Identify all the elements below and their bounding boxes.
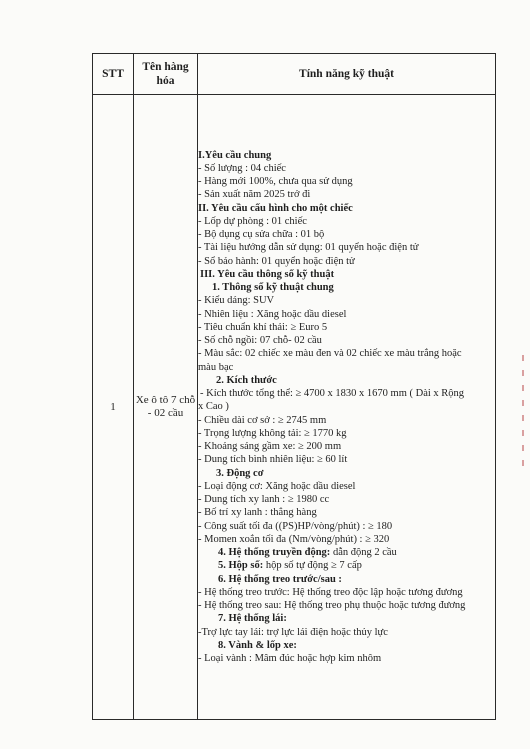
- spec-line: - Sản xuất năm 2025 trở đi: [198, 189, 311, 201]
- spec-table: [92, 53, 496, 720]
- spec-line: - Công suất tối đa ((PS)HP/vòng/phút) : ≥ 180: [198, 520, 393, 532]
- header-stt: STT: [93, 54, 134, 95]
- margin-marks: [522, 355, 526, 475]
- spec-line: - Hệ thống treo trước: Hệ thống treo độc lập hoặc tương đương: [198, 586, 463, 598]
- spec-line: - Số chỗ ngồi: 07 chỗ- 02 cầu: [198, 335, 322, 347]
- spec-line: - Dung tích bình nhiên liệu: ≥ 60 lít: [198, 454, 348, 466]
- spec-line: - Loại vành : Mâm đúc hoặc hợp kim nhôm: [198, 653, 382, 665]
- row-name: Xe ô tô 7 chỗ - 02 cầu: [134, 95, 198, 720]
- spec-line: - Dung tích xy lanh : ≥ 1980 cc: [198, 494, 330, 506]
- spec-line: 6. Hệ thống treo trước/sau :: [218, 573, 342, 585]
- spec-line: 8. Vành & lốp xe:: [218, 639, 297, 651]
- spec-line: - Trọng lượng không tải: ≥ 1770 kg: [198, 427, 347, 439]
- spec-line: - Màu sắc: 02 chiếc xe màu đen và 02 chiếc xe màu trắng hoặc: [198, 348, 462, 360]
- header-row: [93, 54, 496, 95]
- spec-line: - Kích thước tổng thể: ≥ 4700 x 1830 x 1670 mm ( Dài x Rộng: [200, 388, 465, 400]
- spec-line: - Tiêu chuẩn khí thải: ≥ Euro 5: [198, 321, 328, 333]
- spec-line-value: dẫn động 2 cầu: [330, 547, 397, 559]
- spec-line: - Khoảng sáng gầm xe: ≥ 200 mm: [198, 441, 342, 453]
- spec-line: - Số lượng : 04 chiếc: [198, 162, 286, 174]
- table-row: [93, 95, 496, 720]
- spec-line-heading: 5. Hộp số:: [218, 560, 264, 572]
- row-specs: [198, 95, 496, 720]
- spec-line: 1. Thông số kỹ thuật chung: [212, 282, 334, 294]
- spec-line: 7. Hệ thống lái:: [218, 613, 287, 625]
- spec-line: x Cao ): [198, 401, 229, 413]
- spec-line: màu bạc: [198, 361, 234, 373]
- spec-line: - Tài liệu hướng dẫn sử dụng: 01 quyển hoặc điện tử: [198, 242, 419, 254]
- spec-line: - Loại động cơ: Xăng hoặc dầu diesel: [198, 480, 356, 492]
- spec-line: - Lốp dự phòng : 01 chiếc: [198, 215, 307, 227]
- spec-line-heading: 4. Hệ thống truyền động:: [218, 547, 331, 559]
- spec-lines: [198, 149, 495, 666]
- spec-line: - Momen xoắn tối đa (Nm/vòng/phút) : ≥ 320: [198, 533, 390, 545]
- spec-line: - Bộ dụng cụ sửa chữa : 01 bộ: [198, 229, 325, 241]
- header-spec: Tính năng kỹ thuật: [198, 54, 496, 95]
- spec-line: - Kiểu dáng: SUV: [198, 295, 275, 307]
- spec-line: - Bố trí xy lanh : thẳng hàng: [198, 507, 317, 519]
- spec-line: II. Yêu cầu cấu hình cho một chiếc: [198, 202, 353, 214]
- spec-line: - Sổ bảo hành: 01 quyển hoặc điện tử: [198, 255, 355, 267]
- spec-line: -Trợ lực tay lái: trợ lực lái điện hoặc thủy lực: [198, 626, 388, 638]
- spec-line: III. Yêu cầu thông số kỹ thuật: [200, 268, 335, 280]
- header-name: Tên hàng hóa: [134, 54, 198, 95]
- spec-line: - Hàng mới 100%, chưa qua sử dụng: [198, 176, 353, 188]
- spec-line: [198, 546, 495, 559]
- spec-line: I.Yêu cầu chung: [198, 149, 272, 161]
- spec-line: 3. Động cơ: [216, 467, 264, 479]
- row-stt: 1: [93, 95, 134, 720]
- spec-line: - Hệ thống treo sau: Hệ thống treo phụ thuộc hoặc tương đương: [198, 600, 466, 612]
- spec-line: - Chiều dài cơ sở : ≥ 2745 mm: [198, 414, 327, 426]
- spec-line: - Nhiên liệu : Xăng hoặc dầu diesel: [198, 308, 347, 320]
- spec-line: [198, 559, 495, 572]
- spec-line-value: hộp số tự động ≥ 7 cấp: [263, 560, 362, 572]
- spec-line: 2. Kích thước: [216, 374, 277, 386]
